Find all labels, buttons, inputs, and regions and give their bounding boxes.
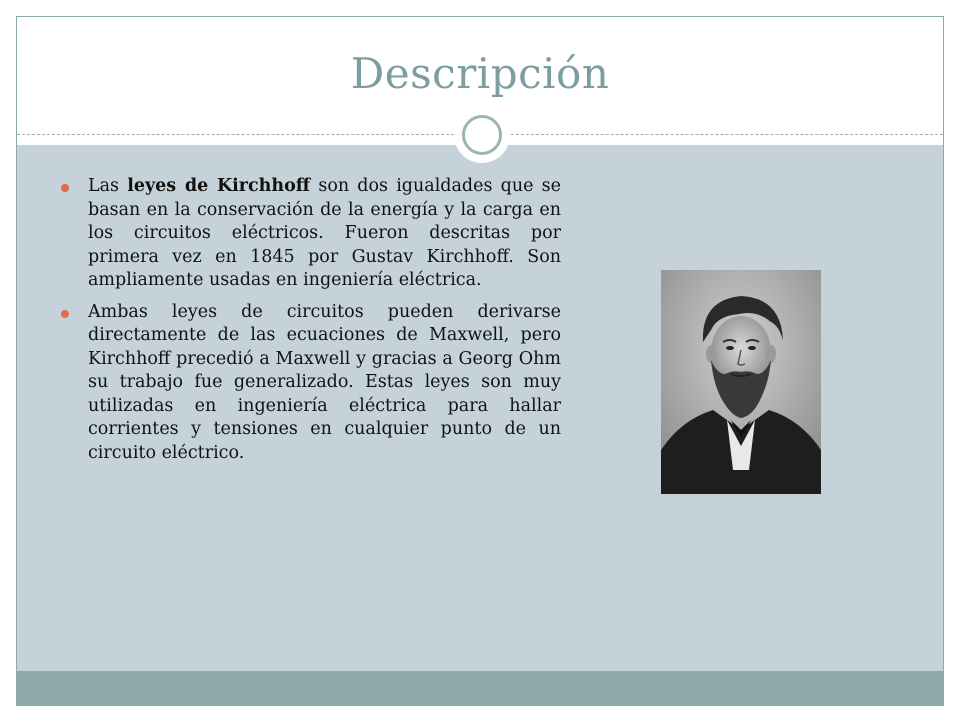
bullet-1-pre: Las	[88, 176, 128, 196]
bullet-item-2	[71, 301, 561, 466]
slide-title: Descripción	[350, 49, 610, 98]
bullet-1-post: son dos igualdades que se basan en la conservación de la energía y la carga en los circuitos eléctricos. Fueron descritas por primera vez en 1845 por Gustav Kirchhoff. Son ampliamente usadas en ingeniería eléctrica.	[88, 176, 561, 290]
bullet-list	[71, 175, 561, 473]
bullet-dot-icon	[61, 310, 69, 318]
circle-ring	[462, 115, 502, 155]
kirchhoff-portrait-image	[661, 270, 821, 494]
circle-emblem-icon	[454, 107, 510, 163]
bullet-1-bold: leyes de Kirchhoff	[127, 176, 311, 196]
bullet-dot-icon	[61, 184, 69, 192]
slide	[16, 16, 944, 706]
bullet-2-text: Ambas leyes de circuitos pueden derivarse directamente de las ecuaciones de Maxwell, pero Kirchhoff precedió a Maxwell y gracias a Georg Ohm su trabajo fue generalizado. Estas leyes son muy utilizadas en ingeniería eléctrica para hallar corrientes y tensiones en cualquier punto de un circuito eléctrico.	[88, 301, 561, 463]
bullet-item-1	[71, 175, 561, 293]
footer-band	[17, 671, 943, 706]
